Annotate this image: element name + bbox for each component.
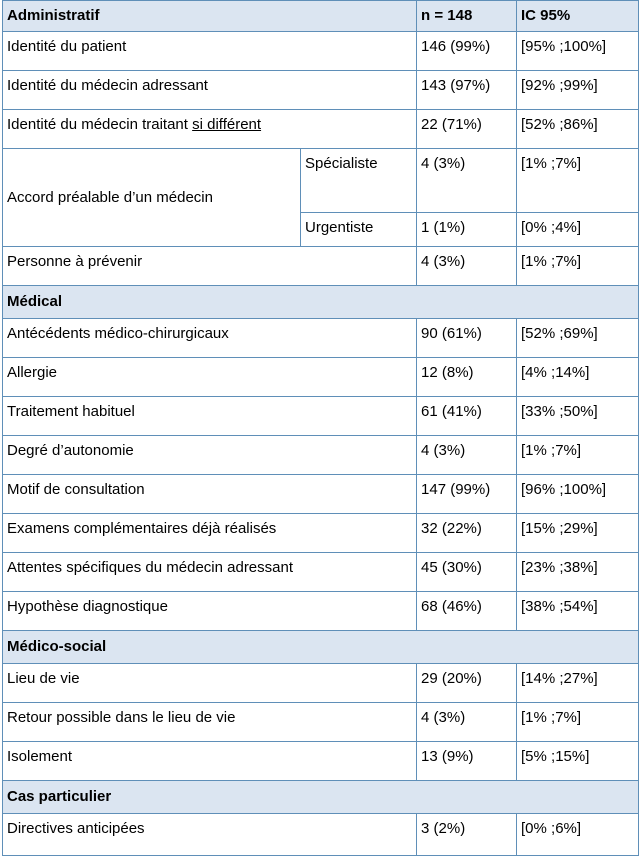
table-row — [3, 319, 639, 358]
row-n: 1 (1%) — [417, 213, 517, 247]
table-row — [3, 514, 639, 553]
table-row — [3, 397, 639, 436]
row-n: 3 (2%) — [417, 814, 517, 856]
row-n: 45 (30%) — [417, 553, 517, 592]
row-label: Directives anticipées — [3, 814, 417, 856]
table-row — [3, 436, 639, 475]
header-n: n = 148 — [417, 1, 517, 32]
row-n: 4 (3%) — [417, 247, 517, 286]
accord-label: Accord préalable d’un médecin — [3, 149, 301, 247]
row-n: 146 (99%) — [417, 32, 517, 71]
row-n: 13 (9%) — [417, 742, 517, 781]
row-ci: [0% ;6%] — [517, 814, 639, 856]
row-label: Isolement — [3, 742, 417, 781]
row-ci: [23% ;38%] — [517, 553, 639, 592]
row-ci: [95% ;100%] — [517, 32, 639, 71]
row-ci: [92% ;99%] — [517, 71, 639, 110]
table-row — [3, 742, 639, 781]
row-n: 61 (41%) — [417, 397, 517, 436]
row-label-main: Identité du médecin traitant — [7, 116, 193, 133]
section-header-medical — [3, 286, 639, 319]
table-row — [3, 110, 639, 149]
results-table — [2, 0, 639, 856]
row-n: 4 (3%) — [417, 149, 517, 213]
row-label: Attentes spécifiques du médecin adressant — [3, 553, 417, 592]
row-ci: [1% ;7%] — [517, 247, 639, 286]
row-label: Traitement habituel — [3, 397, 417, 436]
row-label: Lieu de vie — [3, 664, 417, 703]
accord-sub-label: Urgentiste — [301, 213, 417, 247]
row-label: Motif de consultation — [3, 475, 417, 514]
row-label: Degré d’autonomie — [3, 436, 417, 475]
row-label — [3, 110, 417, 149]
row-label: Identité du médecin adressant — [3, 71, 417, 110]
section-header-medico-social — [3, 631, 639, 664]
table-row — [3, 814, 639, 856]
row-ci: [52% ;86%] — [517, 110, 639, 149]
table-row — [3, 71, 639, 110]
row-ci: [4% ;14%] — [517, 358, 639, 397]
row-label-underlined: si différent — [192, 116, 262, 133]
row-ci: [33% ;50%] — [517, 397, 639, 436]
row-ci: [96% ;100%] — [517, 475, 639, 514]
row-n: 90 (61%) — [417, 319, 517, 358]
row-ci: [5% ;15%] — [517, 742, 639, 781]
row-ci: [15% ;29%] — [517, 514, 639, 553]
table-row — [3, 358, 639, 397]
table-row — [3, 703, 639, 742]
row-ci: [1% ;7%] — [517, 149, 639, 213]
row-ci: [1% ;7%] — [517, 436, 639, 475]
row-n: 4 (3%) — [417, 436, 517, 475]
row-ci: [1% ;7%] — [517, 703, 639, 742]
row-n: 32 (22%) — [417, 514, 517, 553]
row-ci: [14% ;27%] — [517, 664, 639, 703]
table-row — [3, 553, 639, 592]
row-n: 22 (71%) — [417, 110, 517, 149]
row-label: Identité du patient — [3, 32, 417, 71]
row-n: 29 (20%) — [417, 664, 517, 703]
section-title: Cas particulier — [3, 781, 639, 814]
table-row — [3, 475, 639, 514]
table-row — [3, 664, 639, 703]
row-n: 4 (3%) — [417, 703, 517, 742]
row-n: 12 (8%) — [417, 358, 517, 397]
row-ci: [0% ;4%] — [517, 213, 639, 247]
row-label: Hypothèse diagnostique — [3, 592, 417, 631]
row-label: Allergie — [3, 358, 417, 397]
table-row — [3, 592, 639, 631]
section-header-cas-particulier — [3, 781, 639, 814]
accord-sub-label: Spécialiste — [301, 149, 417, 213]
row-label: Personne à prévenir — [3, 247, 417, 286]
row-n: 147 (99%) — [417, 475, 517, 514]
header-label: Administratif — [3, 1, 417, 32]
header-row — [3, 1, 639, 32]
row-label: Examens complémentaires déjà réalisés — [3, 514, 417, 553]
table-row — [3, 247, 639, 286]
row-label: Retour possible dans le lieu de vie — [3, 703, 417, 742]
section-title: Médical — [3, 286, 639, 319]
row-ci: [38% ;54%] — [517, 592, 639, 631]
table-row — [3, 32, 639, 71]
row-n: 68 (46%) — [417, 592, 517, 631]
table-row — [3, 149, 639, 213]
section-title: Médico-social — [3, 631, 639, 664]
header-ci: IC 95% — [517, 1, 639, 32]
row-n: 143 (97%) — [417, 71, 517, 110]
row-label: Antécédents médico-chirurgicaux — [3, 319, 417, 358]
row-ci: [52% ;69%] — [517, 319, 639, 358]
